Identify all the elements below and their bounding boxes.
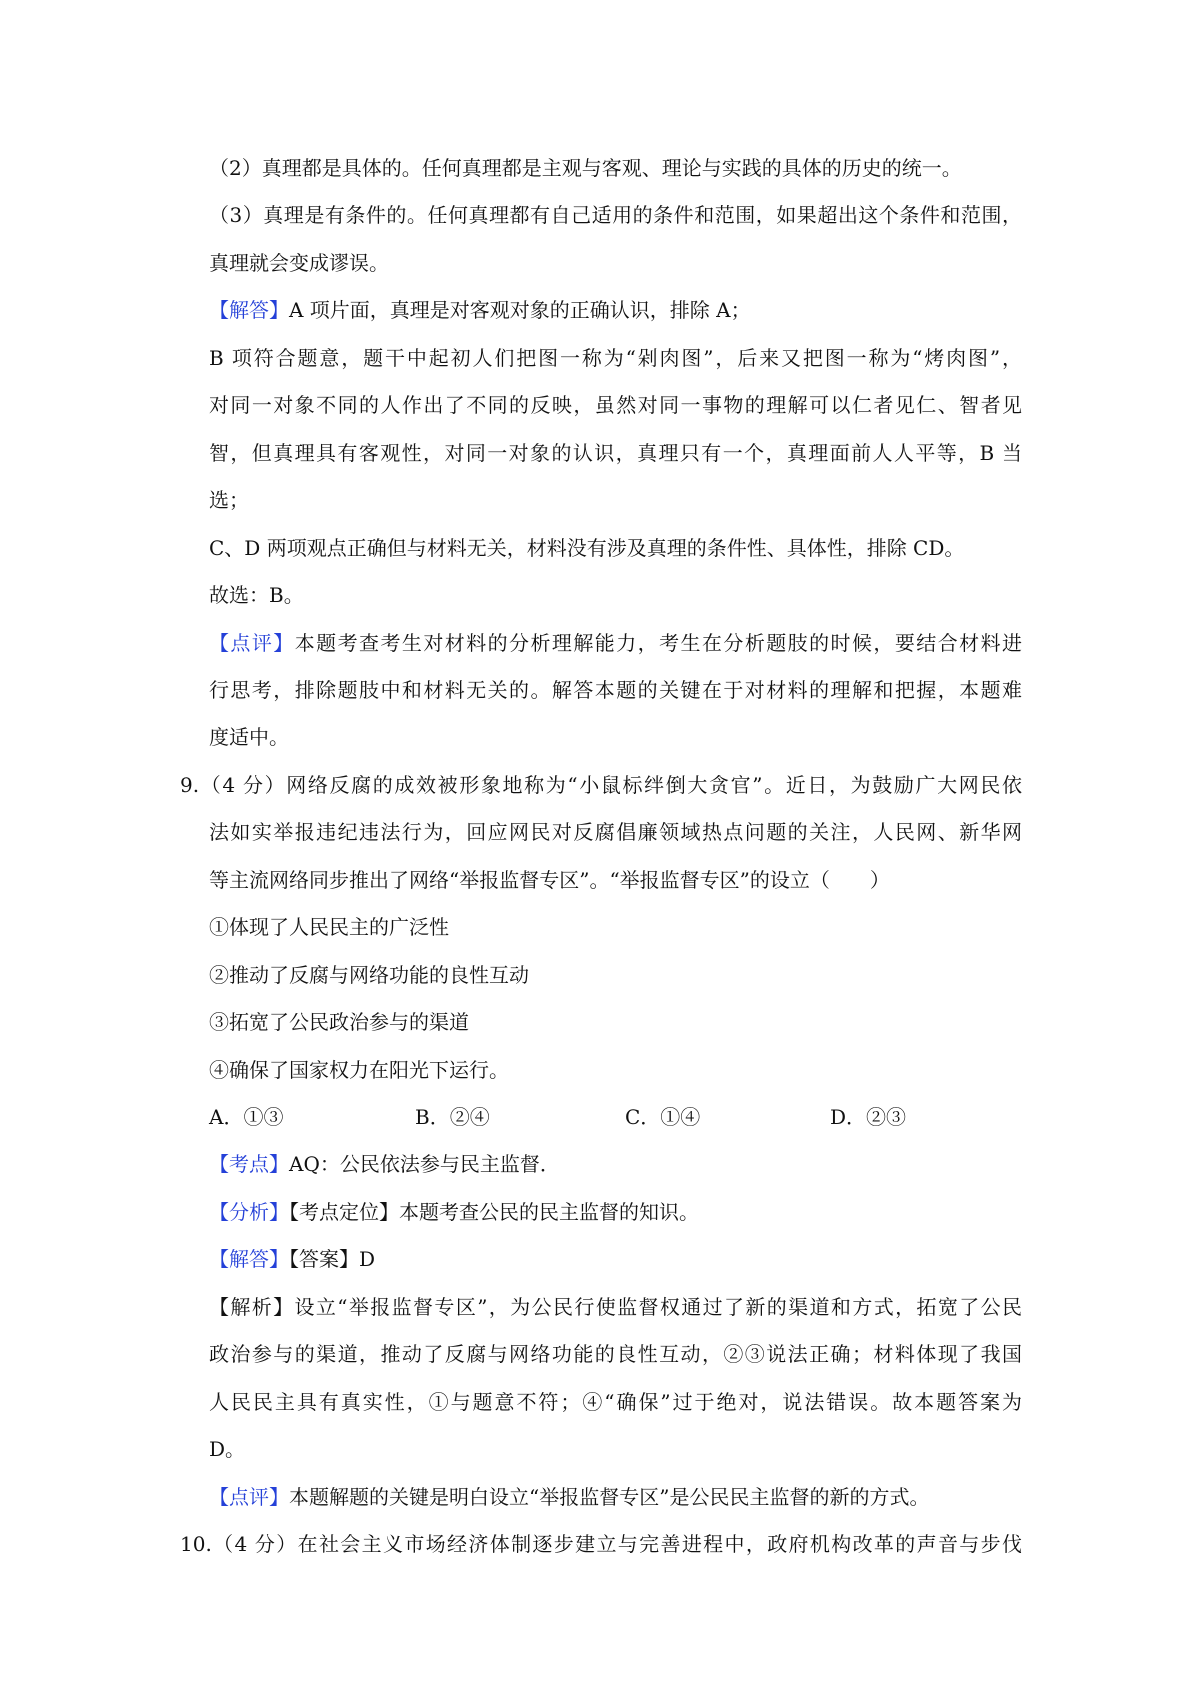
line-text: ④确保了国家权力在阳光下运行。 [209,1057,509,1082]
line-text: 【答案】D [289,1247,376,1272]
text-line [209,1341,1022,1367]
section-tag: 【点评】 [209,630,295,655]
line-text: 10.（4 分）在社会主义市场经济体制逐步建立与完善进程中，政府机构改革的声音与步伐 [180,1532,1022,1557]
text-line [209,914,1022,940]
option-d: D．②③ [830,1105,907,1129]
text-line [209,1057,1022,1083]
line-text: AQ：公民依法参与民主监督． [289,1152,560,1177]
option-c: C．①④ [625,1105,701,1129]
text-line [209,867,1022,893]
text-line [209,1151,1022,1177]
line-text: ①体现了人民民主的广泛性 [209,915,449,940]
text-line [209,535,1022,561]
text-line [209,962,1022,988]
line-text: 选； [209,488,249,513]
text-line [209,1389,1022,1415]
text-line [209,630,1022,656]
line-text: 度适中。 [209,725,289,750]
section-tag: 【分析】 [209,1199,289,1224]
line-text: 政治参与的渠道，推动了反腐与网络功能的良性互动，②③说法正确；材料体现了我国 [209,1342,1022,1367]
line-text: 等主流网络同步推出了网络“举报监督专区”。“举报监督专区”的设立（ ） [209,867,890,892]
text-line [209,297,1022,323]
text-line [209,1484,1022,1510]
line-text: 人民民主具有真实性，①与题意不符；④“确保”过于绝对，说法错误。故本题答案为 [209,1389,1022,1414]
text-line [209,677,1022,703]
text-line [209,155,1022,181]
line-text: 故选：B。 [209,583,304,608]
question-line [180,1531,1022,1557]
text-line [209,250,1022,276]
text-line [209,1294,1022,1320]
line-text: （3）真理是有条件的。任何真理都有自己适用的条件和范围，如果超出这个条件和范围， [209,203,1022,228]
text-line [209,345,1022,371]
line-text: 本题解题的关键是明白设立“举报监督专区”是公民民主监督的新的方式。 [289,1484,930,1509]
option-b: B．②④ [415,1105,490,1129]
line-text: ②推动了反腐与网络功能的良性互动 [209,962,529,987]
section-tag: 【解答】 [209,1247,289,1272]
section-tag: 【点评】 [209,1484,289,1509]
text-line [209,819,1022,845]
line-text: 对同一对象不同的人作出了不同的反映，虽然对同一事物的理解可以仁者见仁、智者见 [209,393,1022,418]
line-text: 行思考，排除题肢中和材料无关的。解答本题的关键在于对材料的理解和把握，本题难 [209,677,1022,702]
line-text: A 项片面，真理是对客观对象的正确认识，排除 A； [289,298,751,323]
line-text: （2）真理都是具体的。任何真理都是主观与客观、理论与实践的具体的历史的统一。 [209,156,962,180]
text-line [209,487,1022,513]
text-line [209,1246,1022,1272]
line-text: 真理就会变成谬误。 [209,250,389,275]
text-line [209,1009,1022,1035]
line-text: B 项符合题意，题干中起初人们把图一称为“剁肉图”，后来又把图一称为“烤肉图”， [209,345,1022,370]
line-text: 本题考查考生对材料的分析理解能力，考生在分析题肢的时候，要结合材料进 [294,630,1023,655]
text-line [209,440,1022,466]
line-text: 【考点定位】本题考查公民的民主监督的知识。 [289,1199,699,1224]
line-text: 智，但真理具有客观性，对同一对象的认识，真理只有一个，真理面前人人平等，B 当 [209,440,1022,465]
question-line [180,772,1022,798]
line-text: D。 [209,1437,246,1462]
text-line [209,724,1022,750]
line-text: C、D 两项观点正确但与材料无关，材料没有涉及真理的条件性、具体性，排除 CD。 [209,535,965,560]
section-tag: 【解答】 [209,298,289,323]
text-line [209,582,1022,608]
line-text: ③拓宽了公民政治参与的渠道 [209,1010,469,1035]
line-text: 【解析】设立“举报监督专区”，为公民行使监督权通过了新的渠道和方式，拓宽了公民 [209,1294,1022,1319]
line-text: 9.（4 分）网络反腐的成效被形象地称为“小鼠标绊倒大贪官”。近日，为鼓励广大网民依 [180,772,1022,797]
line-text: 法如实举报违纪违法行为，回应网民对反腐倡廉领域热点问题的关注，人民网、新华网 [209,820,1022,845]
section-tag: 【考点】 [209,1152,289,1177]
text-line [209,202,1022,228]
text-line [209,392,1022,418]
option-a: A．①③ [209,1105,284,1129]
text-line [209,1199,1022,1225]
text-line [209,1436,1022,1462]
options-line [209,1104,1022,1130]
